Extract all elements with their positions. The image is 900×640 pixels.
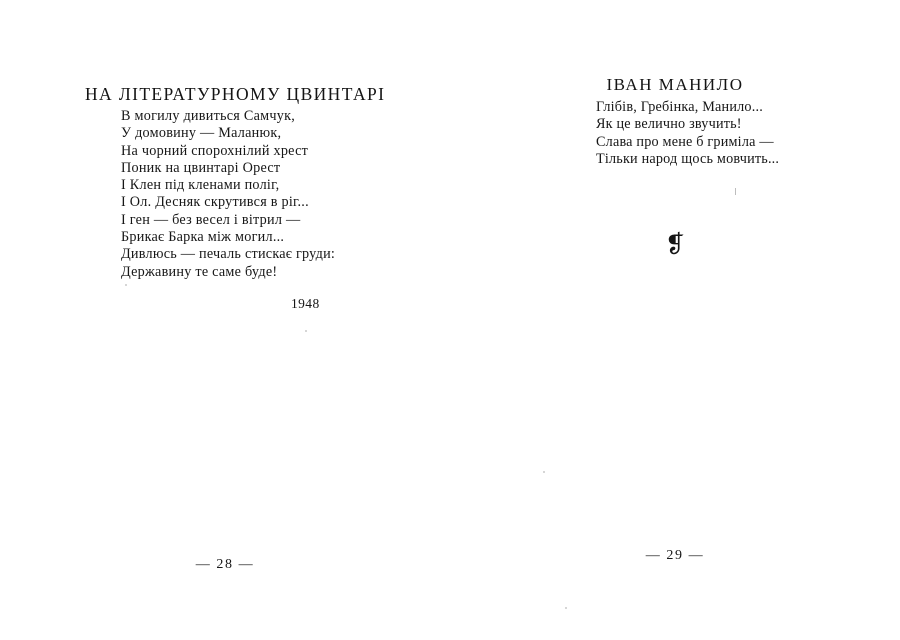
poem-line: На чорний спорохнілий хрест: [121, 142, 309, 159]
left-poem-body: [121, 108, 335, 281]
poem-line: І ген — без весел і вітрил —: [121, 211, 301, 228]
poem-line: І Ол. Десняк скрутився в ріг...: [121, 194, 309, 211]
print-speck: [565, 607, 567, 609]
poem-line: Як це велично звучить!: [596, 116, 742, 133]
poem-line: Глібів, Гребінка, Манило...: [596, 99, 763, 115]
poem-line: Поник на цвинтарі Орест: [121, 159, 281, 176]
print-speck: [543, 471, 545, 473]
left-page-folio: — 28 —: [195, 557, 255, 572]
poem-line: У домовину — Маланюк,: [121, 125, 282, 142]
left-poem-title: НА ЛІТЕРАТУРНОМУ ЦВИНТАРІ: [85, 83, 386, 104]
poem-line: Слава про мене б гриміла —: [596, 133, 774, 150]
print-speck: [305, 330, 307, 332]
poem-line: В могилу дивиться Самчук,: [121, 108, 296, 124]
poem-line: Брикає Барка між могил...: [121, 229, 285, 246]
pilcrow-ornament-icon: ❡: [664, 230, 686, 258]
left-poem-date: 1948: [291, 296, 320, 311]
poem-line: Дивлюсь — печаль стискає груди:: [121, 246, 336, 263]
print-speck: [125, 284, 127, 286]
right-poem-title: ІВАН МАНИЛО: [606, 75, 744, 95]
right-poem-body: [596, 99, 779, 168]
poem-line: І Клен під кленами поліг,: [121, 177, 280, 194]
print-rule-mark: [735, 188, 736, 195]
right-page: [450, 0, 900, 640]
right-page-folio: — 29 —: [645, 548, 705, 563]
poem-line: Тільки народ щось мовчить...: [596, 150, 780, 167]
poem-line: Державину те саме буде!: [121, 263, 278, 280]
